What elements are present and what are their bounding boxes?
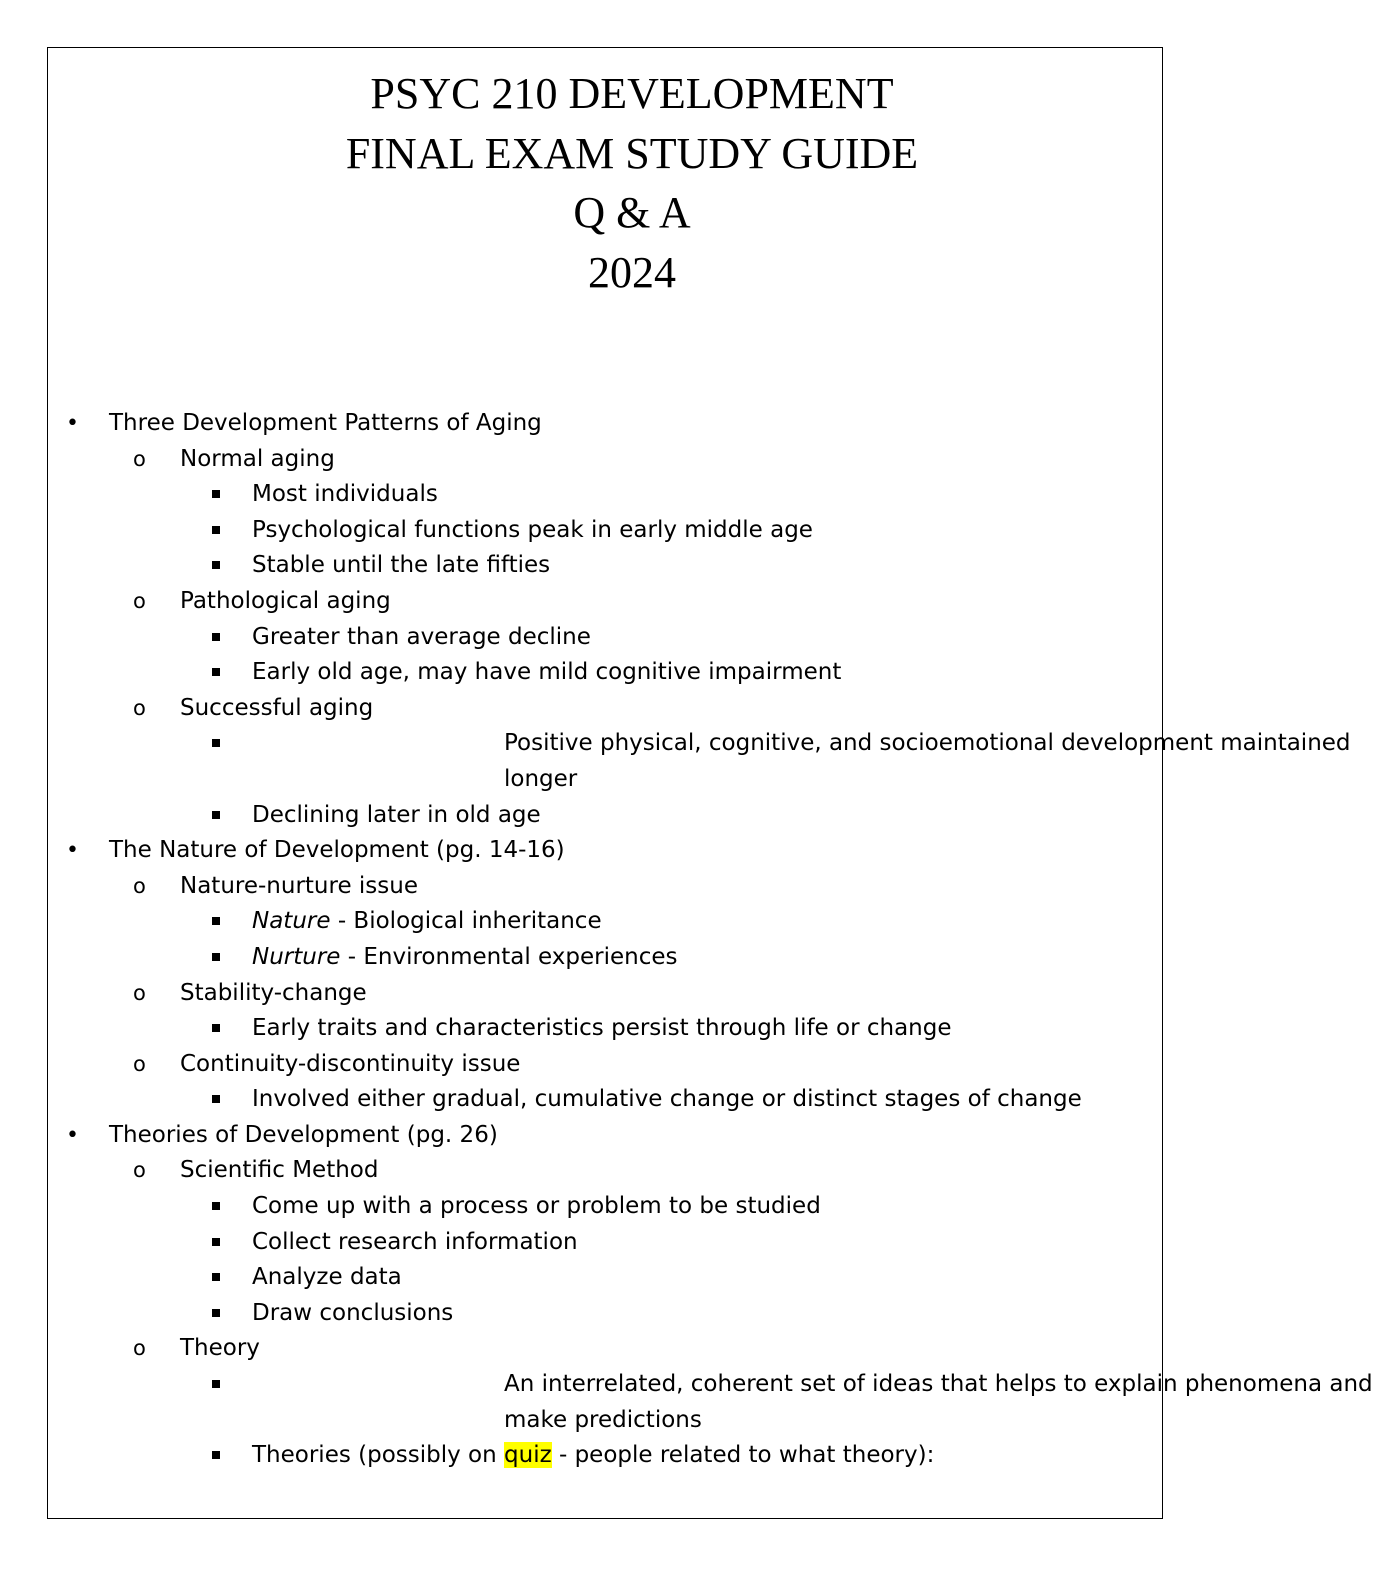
square-bullet-icon — [212, 668, 220, 676]
square-bullet-icon — [212, 561, 220, 569]
subsection-label: Normal aging — [180, 445, 335, 472]
list-item — [0, 620, 1224, 656]
section-nature-of-development — [0, 833, 1224, 869]
section-label: Theories of Development (pg. 26) — [109, 1121, 498, 1148]
item-text: Early old age, may have mild cognitive impairment — [252, 659, 842, 686]
item-text: An interrelated, coherent set of ideas that helps to explain phenomena and make predictions — [504, 1371, 1373, 1433]
item-text: Greater than average decline — [252, 623, 591, 650]
circle-bullet-icon: o — [133, 873, 146, 898]
item-text: Psychological functions peak in early middle age — [252, 516, 813, 543]
square-bullet-icon — [212, 739, 220, 747]
highlighted-word: quiz — [504, 1442, 552, 1469]
square-bullet-icon — [212, 1238, 220, 1246]
list-item — [0, 513, 1224, 549]
square-bullet-icon — [212, 1451, 220, 1459]
list-item — [0, 1189, 1224, 1225]
subsection-continuity-discontinuity — [0, 1047, 1224, 1083]
circle-bullet-icon: o — [133, 695, 146, 720]
item-text: Collect research information — [252, 1228, 578, 1255]
term-nurture: Nurture — [252, 943, 341, 970]
bullet-icon: • — [66, 838, 79, 864]
item-text-part: - people related to what theory): — [551, 1442, 935, 1469]
square-bullet-icon — [212, 917, 220, 925]
list-item — [0, 904, 1224, 940]
square-bullet-icon — [212, 811, 220, 819]
square-bullet-icon — [212, 953, 220, 961]
section-aging-patterns — [0, 406, 1224, 442]
item-text: Positive physical, cognitive, and socioemotional development maintained longer — [504, 730, 1351, 792]
circle-bullet-icon: o — [133, 980, 146, 1005]
subsection-label: Successful aging — [180, 694, 374, 721]
title-line-1: PSYC 210 DEVELOPMENT — [370, 69, 894, 118]
square-bullet-icon — [212, 1309, 220, 1317]
list-item — [0, 477, 1224, 513]
circle-bullet-icon: o — [133, 1158, 146, 1183]
section-label: The Nature of Development (pg. 14-16) — [109, 837, 565, 864]
item-text: Analyze data — [252, 1264, 402, 1291]
item-text: Draw conclusions — [252, 1299, 454, 1326]
subsection-label: Pathological aging — [180, 587, 391, 614]
list-item — [0, 1225, 1224, 1261]
list-item — [0, 798, 1224, 834]
list-item — [0, 1260, 1224, 1296]
title-line-3: Q & A — [573, 188, 691, 237]
subsection-label: Stability-change — [180, 979, 367, 1006]
square-bullet-icon — [212, 1380, 220, 1388]
section-theories — [0, 1118, 1224, 1154]
item-text — [252, 940, 678, 976]
item-text — [252, 1438, 934, 1474]
item-text: Most individuals — [252, 481, 438, 508]
bullet-icon: • — [66, 1122, 79, 1148]
list-item — [0, 940, 1224, 976]
item-text: Early traits and characteristics persist through life or change — [252, 1015, 952, 1042]
list-item — [0, 548, 1224, 584]
square-bullet-icon — [212, 1273, 220, 1281]
list-item — [0, 1367, 1373, 1438]
square-bullet-icon — [212, 1202, 220, 1210]
list-item — [0, 1082, 1224, 1118]
subsection-label: Scientific Method — [180, 1157, 379, 1184]
list-item — [0, 1011, 1224, 1047]
subsection-label: Continuity-discontinuity issue — [180, 1050, 521, 1077]
square-bullet-icon — [212, 633, 220, 641]
term-nature: Nature — [252, 908, 331, 935]
subsection-pathological-aging — [0, 584, 1224, 620]
subsection-stability-change — [0, 976, 1224, 1012]
item-text: Involved either gradual, cumulative change or distinct stages of change — [252, 1086, 1082, 1113]
list-item — [0, 726, 1351, 797]
item-text-part: Theories (possibly on — [252, 1442, 505, 1469]
square-bullet-icon — [212, 1024, 220, 1032]
subsection-scientific-method — [0, 1153, 1224, 1189]
circle-bullet-icon: o — [133, 1051, 146, 1076]
list-item — [0, 655, 1224, 691]
list-item — [0, 1438, 1224, 1474]
circle-bullet-icon: o — [133, 446, 146, 471]
item-text — [252, 904, 602, 940]
square-bullet-icon — [212, 490, 220, 498]
circle-bullet-icon: o — [133, 588, 146, 613]
title-line-4: 2024 — [588, 247, 676, 297]
subsection-successful-aging — [0, 691, 1224, 727]
term-definition: - Environmental experiences — [340, 943, 678, 970]
item-text: Stable until the late fifties — [252, 552, 551, 579]
square-bullet-icon — [212, 1095, 220, 1103]
item-text: Declining later in old age — [252, 801, 541, 828]
term-definition: - Biological inheritance — [330, 908, 602, 935]
subsection-normal-aging — [0, 442, 1224, 478]
bullet-icon: • — [66, 411, 79, 436]
study-outline — [0, 406, 1373, 1474]
square-bullet-icon — [212, 526, 220, 534]
circle-bullet-icon: o — [133, 1336, 146, 1361]
subsection-theory — [0, 1331, 1224, 1367]
section-label: Three Development Patterns of Aging — [109, 410, 542, 436]
subsection-label: Theory — [180, 1335, 260, 1362]
title-line-2: FINAL EXAM STUDY GUIDE — [345, 128, 919, 178]
subsection-label: Nature-nurture issue — [180, 872, 418, 899]
document-title — [0, 64, 1264, 302]
item-text: Come up with a process or problem to be studied — [252, 1193, 821, 1220]
subsection-nature-nurture — [0, 869, 1224, 905]
list-item — [0, 1296, 1224, 1332]
